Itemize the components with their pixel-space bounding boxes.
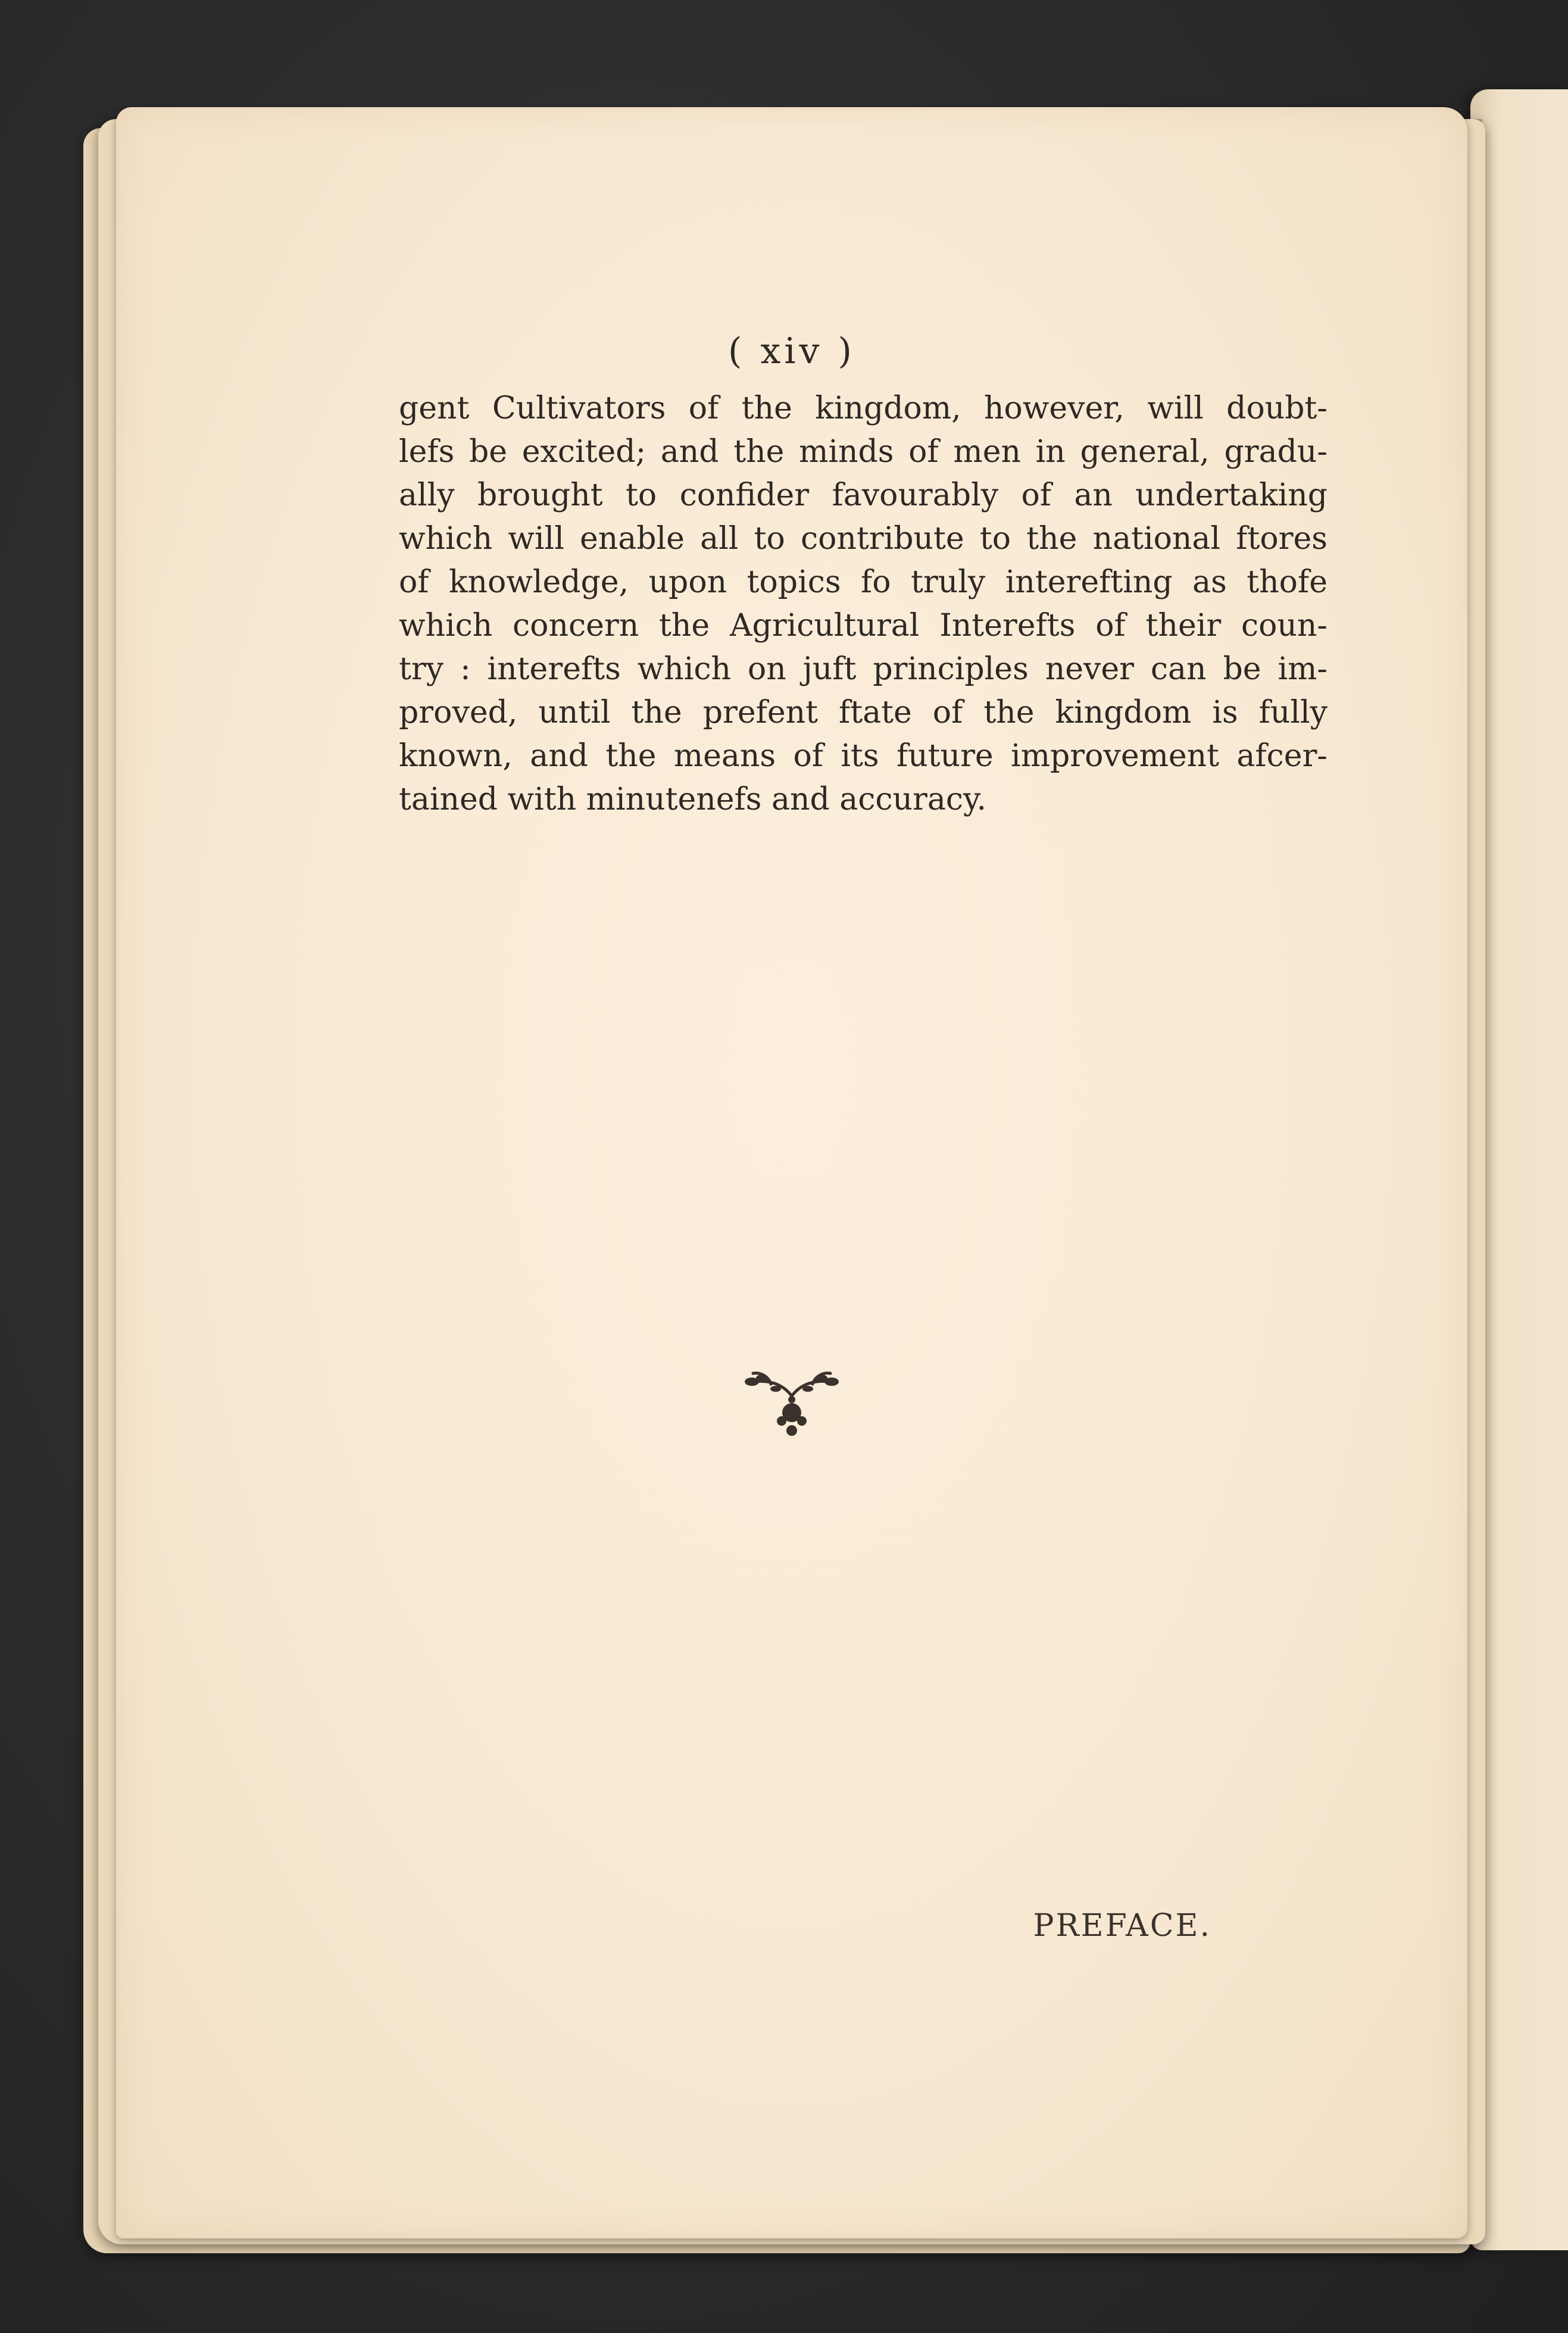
book-page bbox=[116, 107, 1467, 2238]
text-line: try : interefts which on juft principles never can be im- bbox=[399, 651, 1328, 687]
page-number: ( xiv ) bbox=[728, 330, 855, 372]
text-line: ally brought to confider favourably of an undertaking bbox=[399, 477, 1328, 513]
floral-vignette-icon bbox=[735, 1360, 848, 1444]
body-text bbox=[399, 387, 1328, 822]
text-line: of knowledge, upon topics fo truly interefting as thofe bbox=[399, 564, 1328, 600]
text-line: which will enable all to contribute to the national ftores bbox=[399, 521, 1328, 557]
text-line: tained with minutenefs and accuracy. bbox=[399, 782, 987, 817]
text-line: lefs be excited; and the minds of men in general, gradu- bbox=[399, 434, 1328, 470]
text-line: which concern the Agricultural Interefts of their coun- bbox=[399, 608, 1328, 644]
text-line: gent Cultivators of the kingdom, however, will doubt- bbox=[399, 391, 1328, 426]
text-line: known, and the means of its future improvement afcer- bbox=[399, 738, 1328, 774]
catchword: PREFACE. bbox=[1033, 1908, 1211, 1944]
text-line: proved, until the prefent ftate of the kingdom is fully bbox=[399, 695, 1328, 730]
